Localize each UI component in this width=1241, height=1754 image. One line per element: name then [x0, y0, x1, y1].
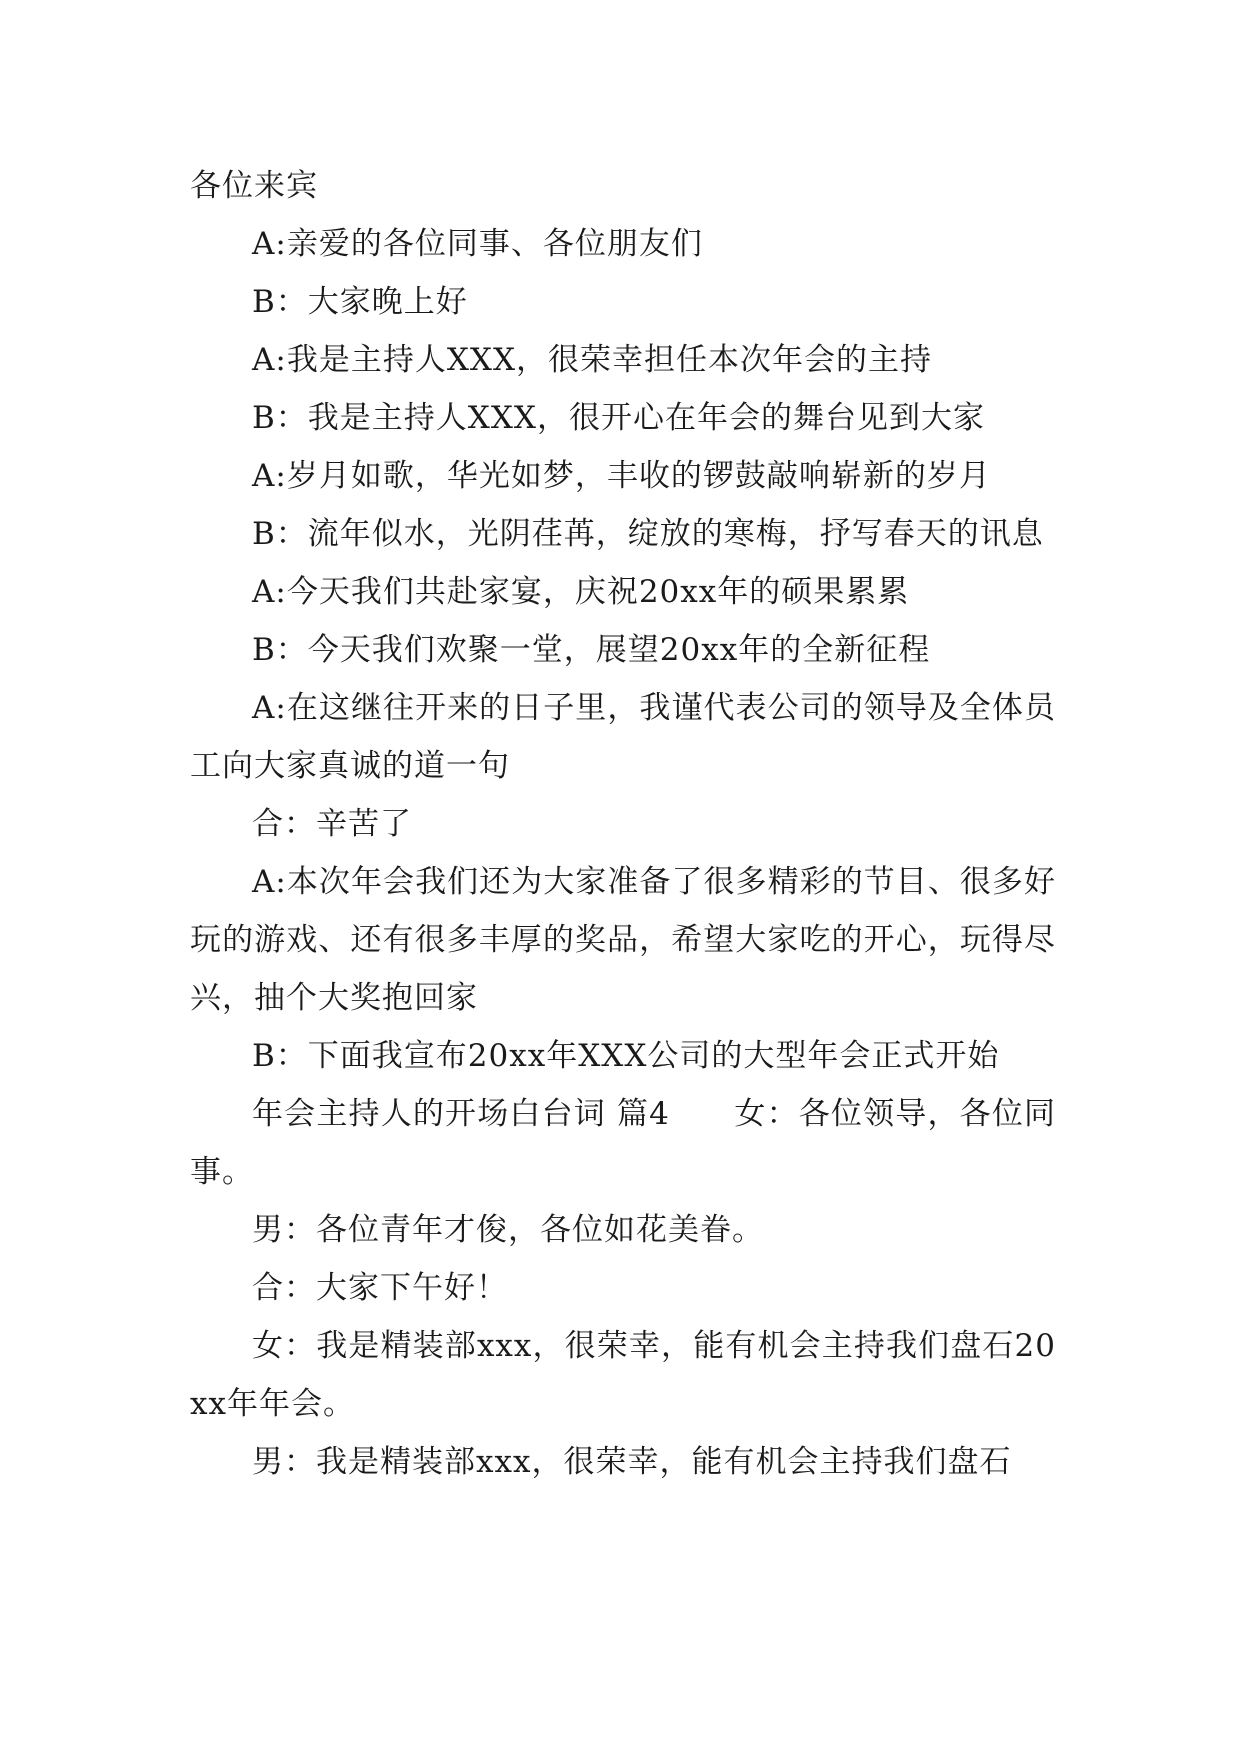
paragraph: A:亲爱的各位同事、各位朋友们 — [252, 226, 703, 262]
paragraph: A:今天我们共赴家宴，庆祝20xx年的硕果累累 — [252, 574, 910, 610]
paragraph: B：下面我宣布20xx年XXX公司的大型年会正式开始 — [252, 1038, 1000, 1074]
paragraph: A:我是主持人XXX，很荣幸担任本次年会的主持 — [252, 342, 933, 378]
paragraph: B：流年似水，光阴荏苒，绽放的寒梅，抒写春天的讯息 — [252, 516, 1044, 552]
paragraph: 女：我是精装部xxx，很荣幸，能有机会主持我们盘石20xx年年会。 — [190, 1328, 1056, 1422]
document-body — [190, 157, 1056, 1491]
paragraph: A:本次年会我们还为大家准备了很多精彩的节目、很多好玩的游戏、还有很多丰厚的奖品，希望大家吃的开心，玩得尽兴，抽个大奖抱回家 — [190, 864, 1056, 1016]
paragraph: A:在这继往开来的日子里，我谨代表公司的领导及全体员工向大家真诚的道一句 — [190, 690, 1056, 784]
paragraph: 年会主持人的开场白台词 篇4 女：各位领导，各位同事。 — [190, 1096, 1056, 1190]
paragraph: 合：大家下午好！ — [252, 1270, 508, 1306]
paragraph: B：我是主持人XXX，很开心在年会的舞台见到大家 — [252, 400, 985, 436]
paragraph: 男：我是精装部xxx，很荣幸，能有机会主持我们盘石 — [252, 1444, 1012, 1480]
paragraph: 合：辛苦了 — [252, 806, 412, 842]
paragraph: 各位来宾 — [190, 168, 318, 204]
paragraph: A:岁月如歌，华光如梦，丰收的锣鼓敲响崭新的岁月 — [252, 458, 991, 494]
paragraph: B：大家晚上好 — [252, 284, 468, 320]
paragraph: B：今天我们欢聚一堂，展望20xx年的全新征程 — [252, 632, 931, 668]
paragraph: 男：各位青年才俊，各位如花美眷。 — [252, 1212, 764, 1248]
